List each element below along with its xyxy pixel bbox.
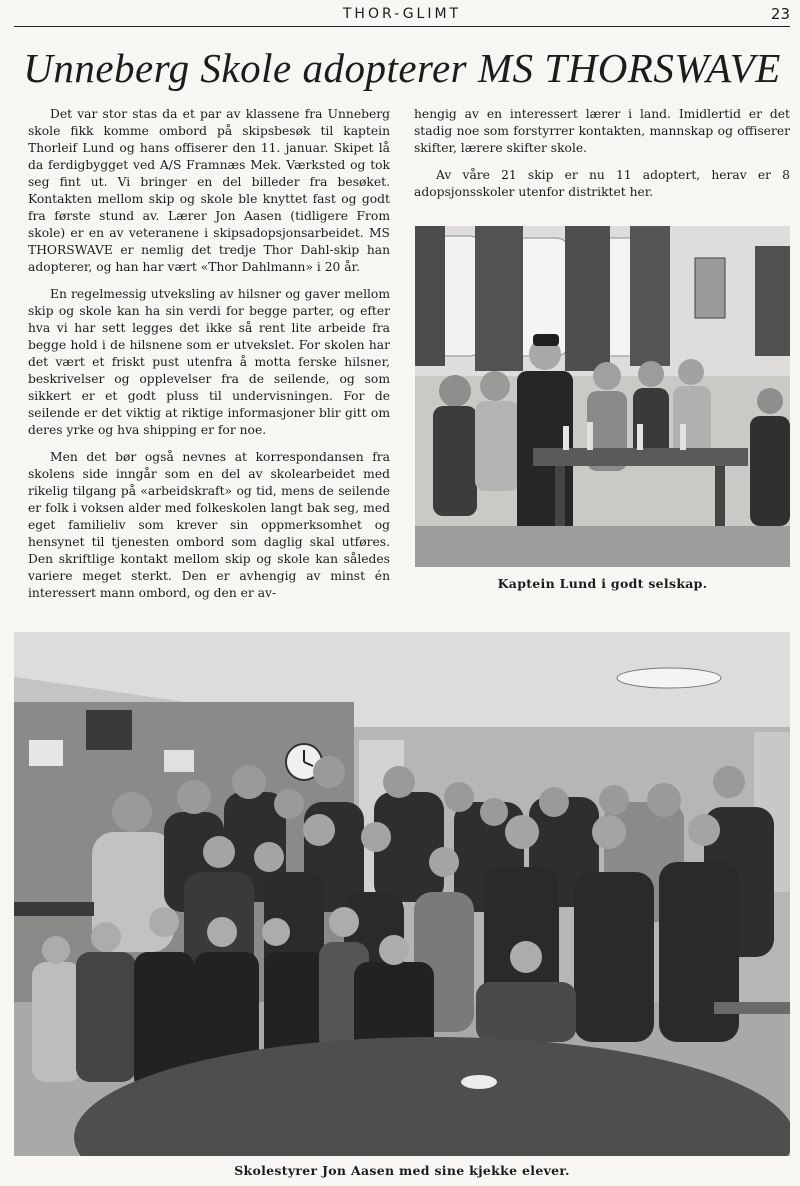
photo-2-drawing (14, 632, 790, 1156)
paragraph: Det var stor stas da et par av klassene fra Unneberg skole fikk komme ombord på skipsbesøk til kaptein Thorleif Lund og hans offiserer den 11. januar. Skipet lå da ferdigbygget ved A/S Framnæs Mek. Værksted og tok seg fint ut. Vi bringer en del billeder fra besøket. Kontakten mellom skip og skole ble knyttet fast og godt fra første stund av. Lærer Jon Aasen (tidligere From skole) er en av veteranene i skipsadopsjonsarbeidet. MS THORSWAVE er nemlig det tredje Thor Dahl-skip han adopterer, og han har vært «Thor Dahlmann» i 20 år. (28, 107, 390, 274)
article-title: Unneberg Skole adopterer MS THORSWAVE (23, 45, 781, 91)
paragraph: En regelmessig utveksling av hilsner og gaver mellom skip og skole kan ha sin verdi for begge parter, og efter hva vi har sett legges det ikke så rent lite arbeide fra begge hold i de hilsnene som er utvekslet. For skolen har det vært et friskt pust utenfra å motta ferske hilsner, beskrivelser og opplevelser fra de seilende, og som sikkert er et godt pluss til undervisningen. For de seilende er det viktig at riktige informasjoner blir gitt om deres yrke og hva shipping er for noe. (28, 287, 390, 437)
page-header (14, 4, 790, 27)
paragraph: Av våre 21 skip er nu 11 adoptert, herav er 8 adopsjonsskoler utenfor distriktet her. (414, 168, 790, 199)
page-number: 23 (770, 5, 790, 23)
photo-headmaster-with-pupils (14, 632, 790, 1156)
paragraph: hengig av en interessert lærer i land. Imidlertid er det stadig noe som forstyrrer kontakten, mannskap og offiserer skifter, lærere skifter skole. (414, 107, 790, 155)
photo-1-drawing (415, 226, 790, 567)
right-column (414, 106, 790, 211)
photo-captain-with-children (415, 226, 790, 567)
magazine-name: THOR-GLIMT (342, 6, 462, 22)
photo-2-caption: Skolestyrer Jon Aasen med sine kjekke elever. (234, 1163, 570, 1178)
paragraph: Men det bør også nevnes at korrespondansen fra skolens side inngår som en del av skolearbeidet med rikelig tilgang på «arbeidskraft» og tid, mens de seilende er folk i voksen alder med folkeskolen langt bak seg, med eget familieliv som krever sin oppmerksomhet og hensynet til tjenesten ombord som daglig skal utføres. Den skriftlige kontakt mellom skip og skole kan således variere meget sterkt. Den er avhengig av minst én interessert mann ombord, og den er av- (28, 450, 390, 600)
left-column (28, 106, 390, 612)
photo-1-caption: Kaptein Lund i godt selskap. (497, 576, 708, 591)
